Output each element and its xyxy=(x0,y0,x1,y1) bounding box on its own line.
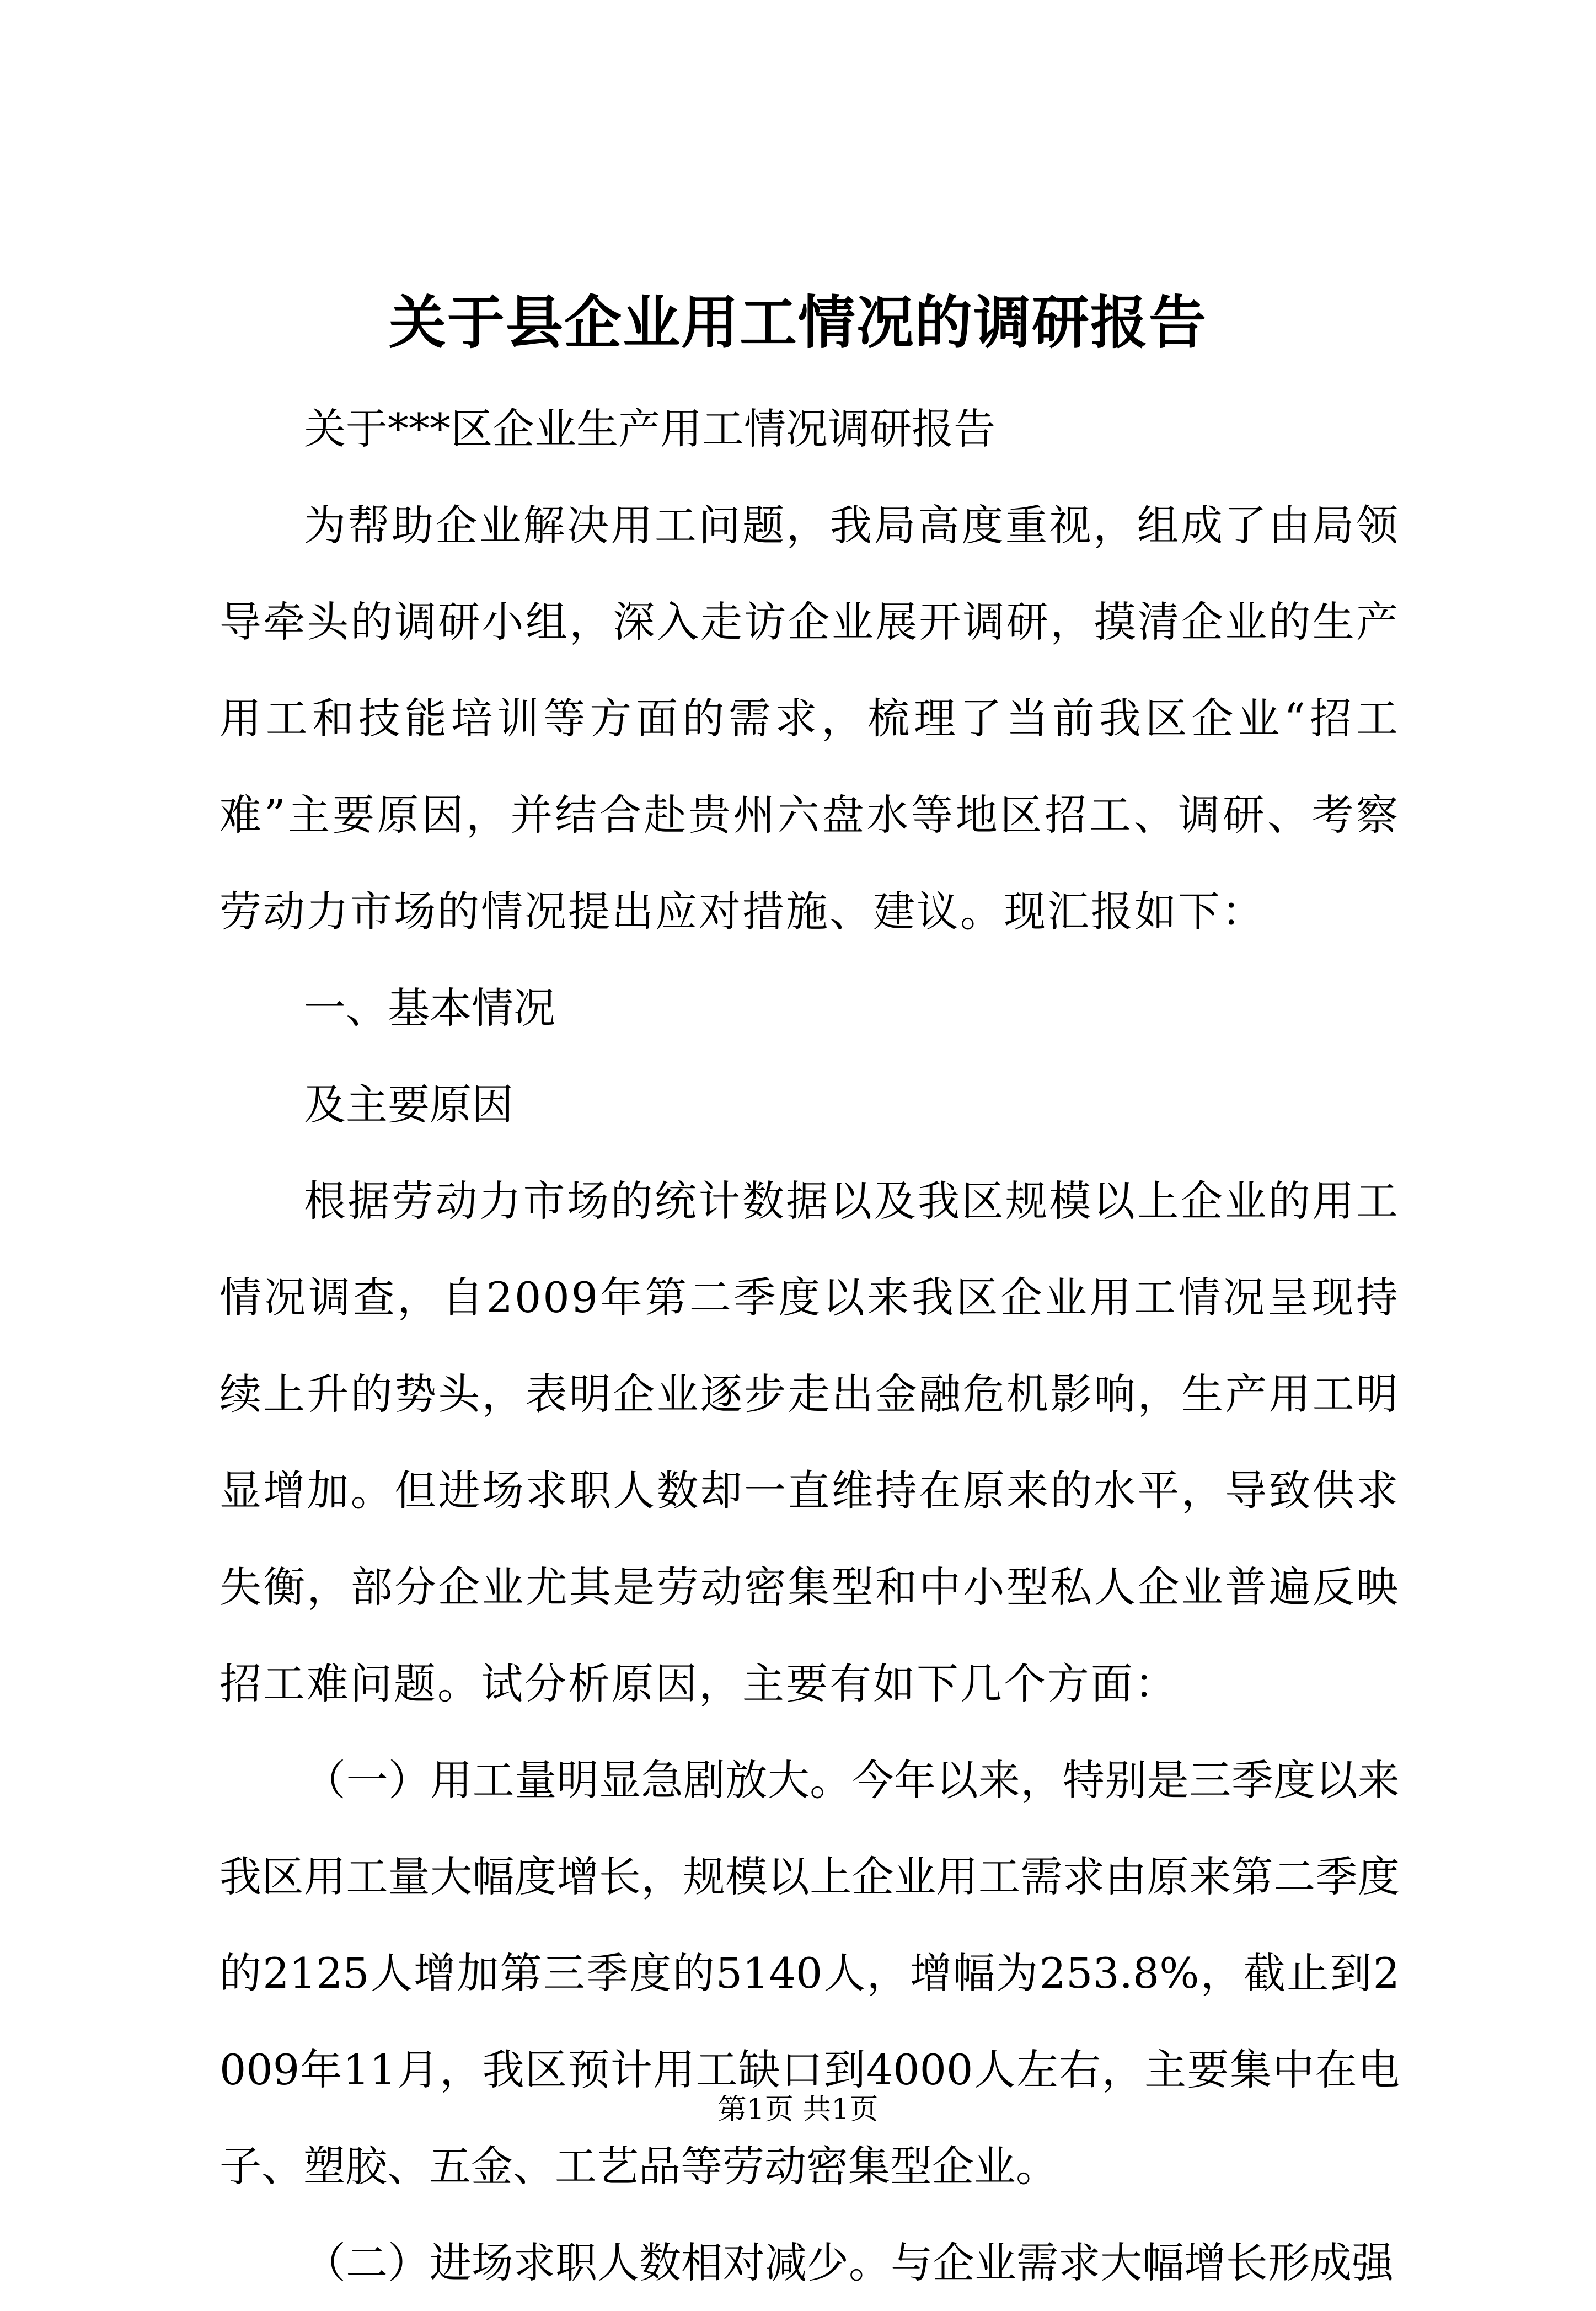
section-heading: 一、基本情况 xyxy=(304,983,555,1033)
subtitle-paragraph: 关于***区企业生产用工情况调研报告 xyxy=(304,404,995,453)
page-footer: 第1页 共1页 xyxy=(717,2093,879,2126)
section-heading-continued: 及主要原因 xyxy=(304,1080,513,1129)
intro-paragraph: 为帮助企业解决用工问题，我局高度重视，组成了由局领导牵头的调研小组，深入走访企业展开调研，摸清企业的生产用工和技能培训等方面的需求，梳理了当前我区企业“招工难”主要原因，并结合赴贵州六盘水等地区招工、调研、考察劳动力市场的情况提出应对措施、建议。现汇报如下： xyxy=(219,501,1400,936)
point-two-paragraph: （二）进场求职人数相对减少。与企业需求大幅增长形成强 xyxy=(304,2238,1394,2287)
document-title: 关于县企业用工情况的调研报告 xyxy=(388,288,1207,356)
point-one-paragraph: （一）用工量明显急剧放大。今年以来，特别是三季度以来我区用工量大幅度增长，规模以上企业用工需求由原来第二季度的2125人增加第三季度的5140人，增幅为253.8%，截止到2009年11月，我区预计用工缺口到4000人左右，主要集中在电子、塑胶、五金、工艺品等劳动密集型企业。 xyxy=(219,1756,1400,2191)
analysis-paragraph: 根据劳动力市场的统计数据以及我区规模以上企业的用工情况调查，自2009年第二季度以来我区企业用工情况呈现持续上升的势头，表明企业逐步走出金融危机影响，生产用工明显增加。但进场求职人数却一直维持在原来的水平，导致供求失衡，部分企业尤其是劳动密集型和中小型私人企业普遍反映招工难问题。试分析原因，主要有如下几个方面： xyxy=(219,1176,1400,1708)
document-body xyxy=(219,381,1400,2311)
